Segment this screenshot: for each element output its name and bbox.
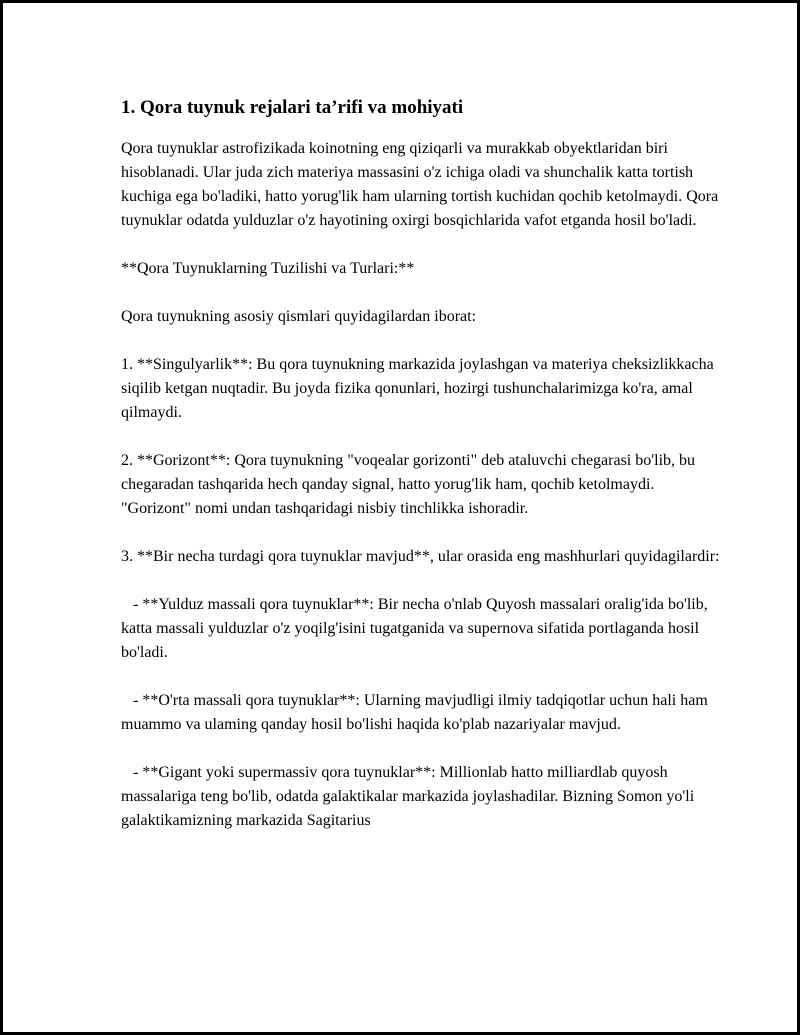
paragraph-supermassive: - **Gigant yoki supermassiv qora tuynuklar**: Millionlab hatto milliardlab quyosh massalariga teng bo'lib, odatda galaktikalar markazida joylashadilar. Bizning Somon yo'li galaktikamizning markazida Sagitarius bbox=[121, 764, 699, 829]
document-title: 1. Qora tuynuk rejalari ta’rifi va mohiyati bbox=[121, 97, 464, 118]
document-body bbox=[121, 95, 721, 857]
paragraph-intermediate-mass: - **O'rta massali qora tuynuklar**: Ularning mavjudligi ilmiy tadqiqotlar uchun hali ham muammo va ulaming qanday hosil bo'lishi haqida ko'plab nazariyalar mavjud. bbox=[121, 692, 712, 733]
paragraph-main-parts: Qora tuynukning asosiy qismlari quyidagilardan iborat: bbox=[121, 308, 477, 325]
paragraph-horizon: 2. **Gorizont**: Qora tuynukning "voqealar gorizonti" deb ataluvchi chegarasi bo'lib, bu chegaradan tashqarida hech qanday signal, hatto yorug'lik ham, qochib ketolmaydi. "Gorizont" nomi undan tashqaridagi nisbiy tinchlikka ishoradir. bbox=[121, 452, 700, 517]
paragraph-types: 3. **Bir necha turdagi qora tuynuklar mavjud**, ular orasida eng mashhurlari quyidagilardir: bbox=[121, 548, 720, 565]
paragraph-intro: Qora tuynuklar astrofizikada koinotning eng qiziqarli va murakkab obyektlaridan biri hisoblanadi. Ular juda zich materiya massasini o'z ichiga oladi va shunchalik katta tortish kuchiga ega bo'ladiki, hatto yorug'lik ham ularning tortish kuchidan qochib ketolmaydi. Qora tuynuklar odatda yulduzlar o'z hayotining oxirgi bosqichlarida vafot etganda hosil bo'ladi. bbox=[121, 140, 723, 229]
paragraph-structure-heading: **Qora Tuynuklarning Tuzilishi va Turlari:** bbox=[121, 260, 415, 277]
paragraph-stellar-mass: - **Yulduz massali qora tuynuklar**: Bir necha o'nlab Quyosh massalari oralig'ida bo'lib, katta massali yulduzlar o'z yoqilg'isini tugatganida va supernova sifatida portlaganda hosil bo'ladi. bbox=[121, 596, 712, 661]
paragraph-singularity: 1. **Singulyarlik**: Bu qora tuynukning markazida joylashgan va materiya cheksizlikkacha siqilib ketgan nuqtadir. Bu joyda fizika qonunlari, hozirgi tushunchalarimizga ko'ra, amal qilmaydi. bbox=[121, 356, 718, 421]
